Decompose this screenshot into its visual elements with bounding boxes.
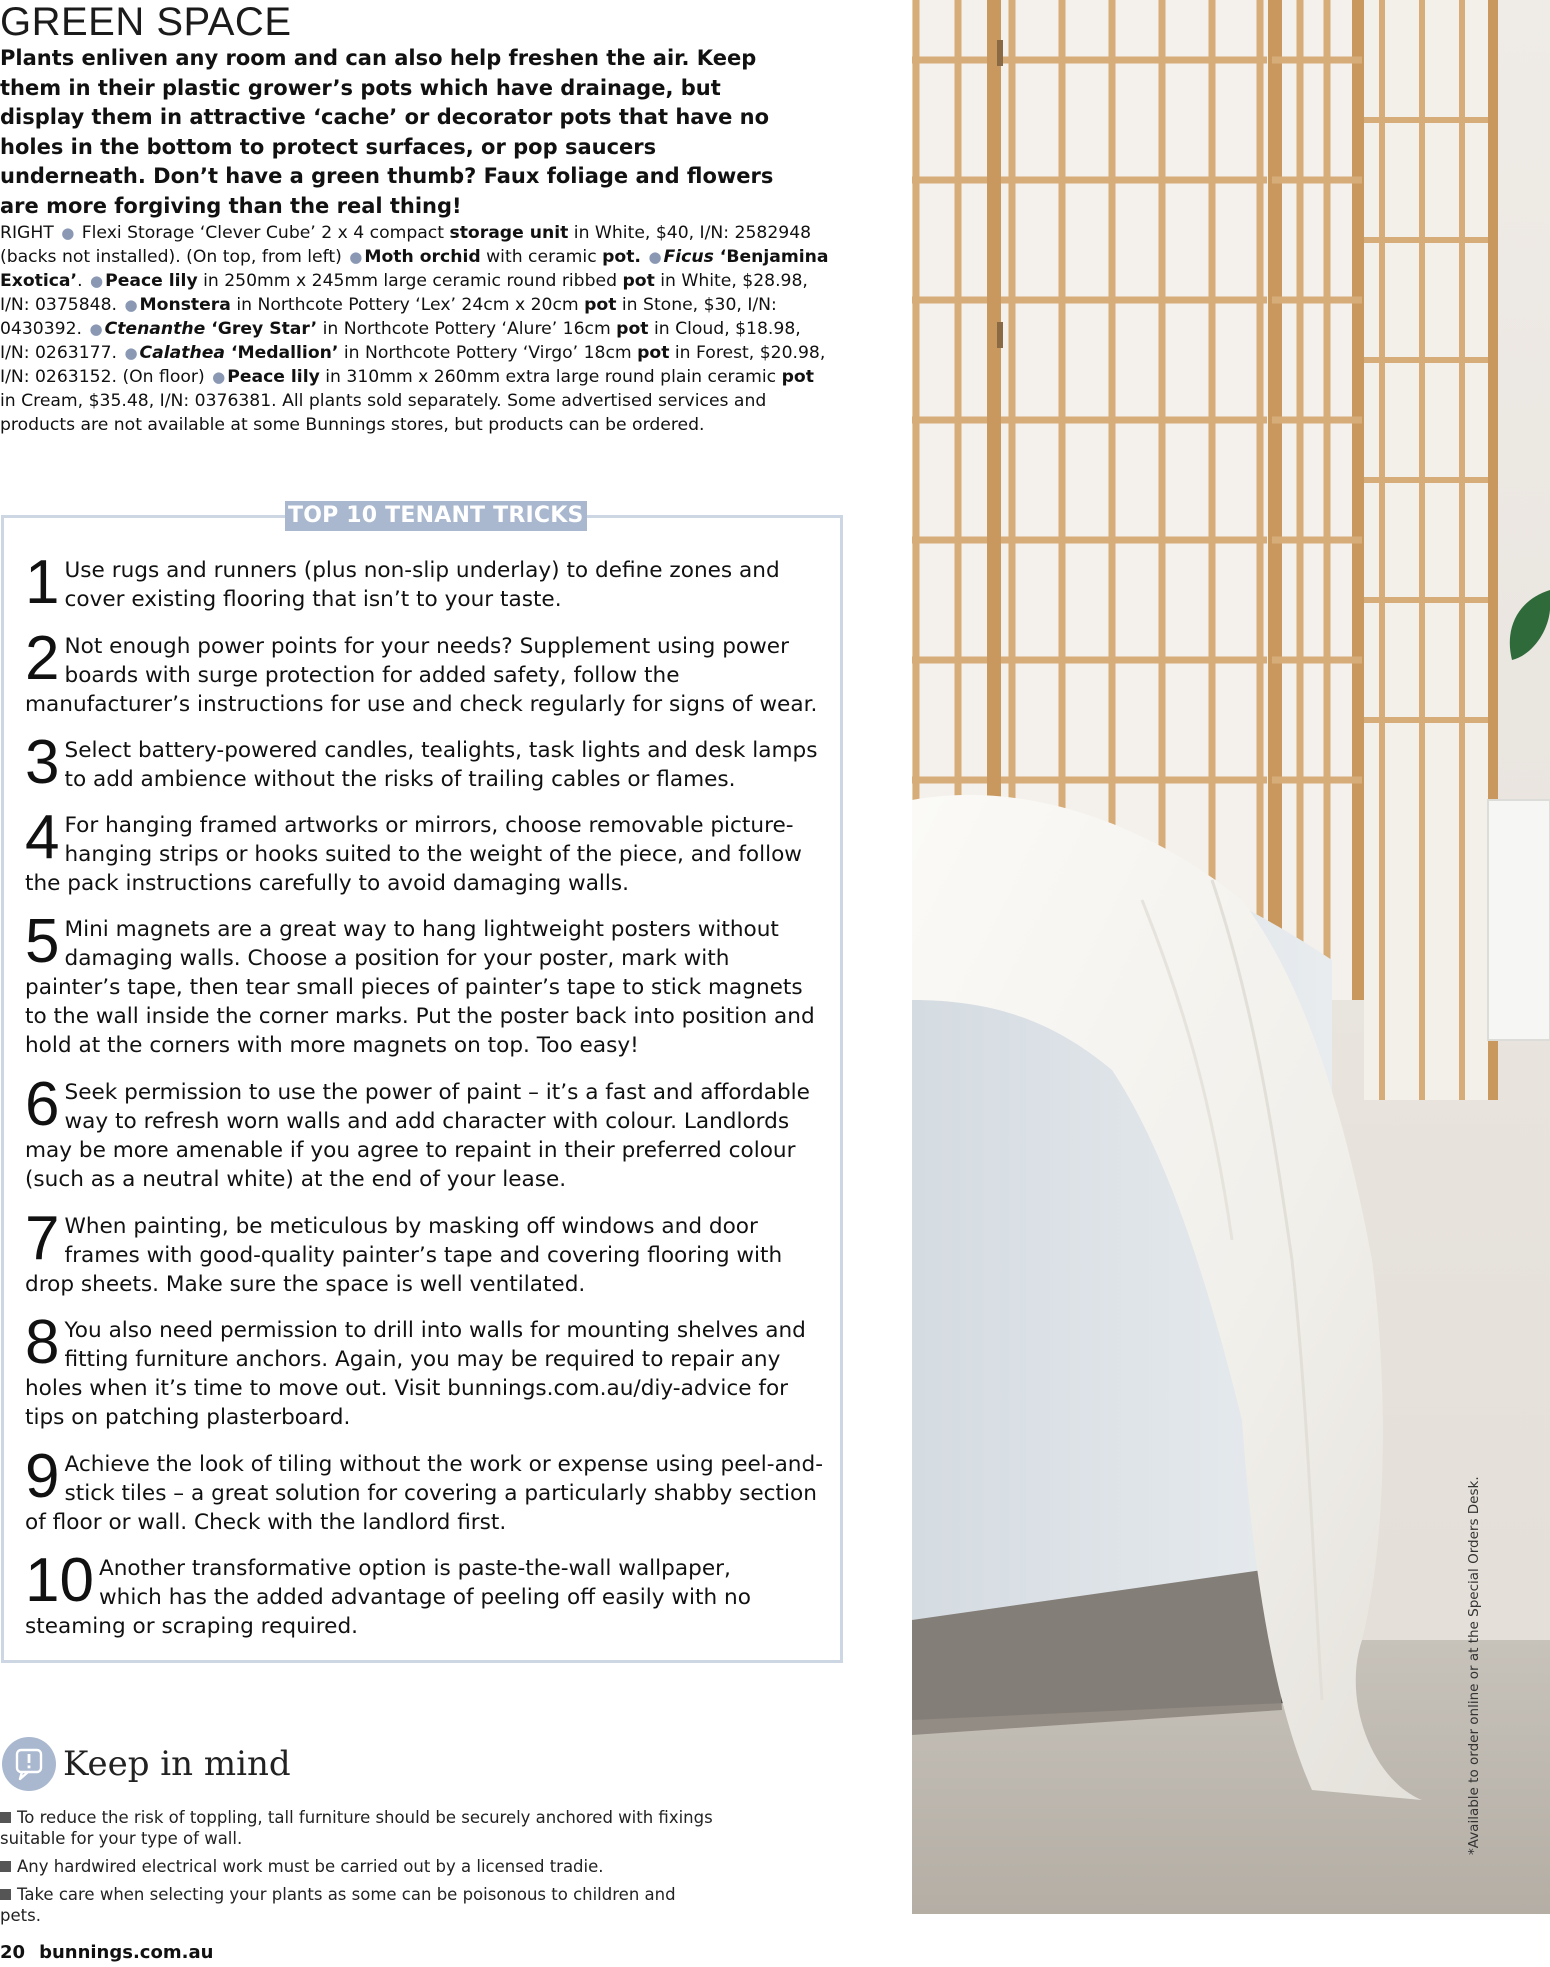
special-orders-disclaimer: *Available to order online or at the Special Orders Desk. bbox=[1466, 1476, 1482, 1855]
trick-text: Seek permission to use the power of paint – it’s a fast and affordable way to refresh worn walls and add character with colour. Landlords may be more amenable if you agree to repaint in their preferred colour (such as a neutral white) at the end of your lease. bbox=[25, 1080, 810, 1192]
trick-6 bbox=[25, 1070, 825, 1194]
trick-text: Achieve the look of tiling without the work or expense using peel-and-stick tiles – a great solution for covering a particularly shabby section of floor or wall. Check with the landlord first. bbox=[25, 1452, 823, 1535]
square-bullet-icon bbox=[0, 1889, 11, 1900]
list-item: Take care when selecting your plants as some can be poisonous to children and pets. bbox=[0, 1885, 676, 1925]
bullet-dot-icon: ● bbox=[124, 296, 138, 314]
keep-in-mind-list bbox=[0, 1807, 720, 1933]
trick-9 bbox=[25, 1442, 825, 1537]
trick-5 bbox=[25, 907, 825, 1060]
trick-text: You also need permission to drill into walls for mounting shelves and fitting furniture anchors. Again, you may be required to repair any holes when it’s time to move out. Visit bunnings.com.au/diy-advice for tips on patching plasterboard. bbox=[25, 1318, 806, 1430]
bullet-dot-icon: ● bbox=[212, 368, 226, 386]
trick-2 bbox=[25, 624, 825, 719]
bullet-dot-icon: ● bbox=[90, 272, 104, 290]
bullet-dot-icon: ● bbox=[648, 248, 662, 266]
bullet-dot-icon: ● bbox=[61, 224, 75, 242]
trick-number: 5 bbox=[25, 907, 60, 976]
trick-number: 10 bbox=[25, 1546, 94, 1615]
trick-number: 7 bbox=[25, 1204, 60, 1273]
trick-4 bbox=[25, 803, 825, 898]
trick-number: 1 bbox=[25, 548, 60, 617]
trick-number: 6 bbox=[25, 1070, 60, 1139]
trick-number: 4 bbox=[25, 803, 60, 872]
trick-number: 3 bbox=[25, 728, 60, 797]
trick-text: Use rugs and runners (plus non-slip underlay) to define zones and cover existing flooring that isn’t to your taste. bbox=[64, 558, 780, 612]
trick-text: For hanging framed artworks or mirrors, choose removable picture-hanging strips or hooks suited to the weight of the piece, and follow the pack instructions carefully to avoid damaging walls. bbox=[25, 813, 802, 896]
list-item: Any hardwired electrical work must be carried out by a licensed tradie. bbox=[0, 1856, 720, 1877]
list-item: To reduce the risk of toppling, tall furniture should be securely anchored with fixings suitable for your type of wall. bbox=[0, 1808, 713, 1848]
bedroom-photo bbox=[912, 0, 1550, 1914]
bullet-dot-icon: ● bbox=[89, 320, 103, 338]
trick-number: 9 bbox=[25, 1442, 60, 1511]
page-title: GREEN SPACE bbox=[0, 0, 292, 44]
trick-number: 2 bbox=[25, 624, 60, 693]
trick-3 bbox=[25, 728, 825, 797]
keep-in-mind-title: Keep in mind bbox=[63, 1744, 291, 1784]
trick-text: Not enough power points for your needs? Supplement using power boards with surge protection for added safety, follow the manufacturer’s instructions for use and check regularly for signs of wear. bbox=[25, 634, 818, 717]
product-caption: RIGHT ● Flexi Storage ‘Clever Cube’ 2 x 4 compact storage unit in White, $40, I/N: 2582948 (backs not installed). (On top, from left) ● Moth orchid with ceramic pot. ● Ficus ‘Benjamina Exotica’. ● Peace lily in 250mm x 245mm large ceramic round ribbed pot in White, $28.98, I/N: 0375848. ● Monstera in Northcote Pottery ‘Lex’ 24cm x 20cm pot in Stone, $30, I/N: 0430392. ● Ctenanthe ‘Grey Star’ in Northcote Pottery ‘Alure’ 16cm pot in Cloud, $18.98, I/N: 0263177. ● Calathea ‘Medallion’ in Northcote Pottery ‘Virgo’ 18cm pot in Forest, $20.98, I/N: 0263152. (On floor) ● Peace lily in 310mm x 260mm extra large round plain ceramic pot in Cream, $35.48, I/N: 0376381. All plants sold separately. Some advertised services and products are not available at some Bunnings stores, but products can be ordered. bbox=[0, 223, 829, 435]
bullet-dot-icon: ● bbox=[124, 344, 138, 362]
trick-1 bbox=[25, 548, 825, 617]
trick-7 bbox=[25, 1204, 825, 1299]
trick-text: Another transformative option is paste-the-wall wallpaper, which has the added advantage of peeling off easily with no steaming or scraping required. bbox=[25, 1556, 751, 1639]
trick-number: 8 bbox=[25, 1308, 60, 1377]
square-bullet-icon bbox=[0, 1861, 11, 1872]
trick-text: Select battery-powered candles, tealights, task lights and desk lamps to add ambience without the risks of trailing cables or flames. bbox=[64, 738, 818, 792]
site-url: bunnings.com.au bbox=[39, 1942, 214, 1963]
intro-paragraph: Plants enliven any room and can also help freshen the air. Keep them in their plastic grower’s pots which have drainage, but display them in attractive ‘cache’ or decorator pots that have no holes in the bottom to protect surfaces, or pop saucers underneath. Don’t have a green thumb? Faux foliage and flowers are more forgiving than the real thing! bbox=[0, 46, 774, 218]
tenant-tricks-heading: TOP 10 TENANT TRICKS bbox=[285, 501, 587, 531]
square-bullet-icon bbox=[0, 1812, 11, 1823]
bullet-dot-icon: ● bbox=[349, 248, 363, 266]
info-bubble-icon bbox=[2, 1737, 56, 1791]
page-number: 20 bbox=[0, 1942, 26, 1963]
trick-8 bbox=[25, 1308, 825, 1432]
trick-text: Mini magnets are a great way to hang lightweight posters without damaging walls. Choose a position for your poster, mark with painter’s tape, then tear small pieces of painter’s tape to stick magnets to the wall inside the corner marks. Put the poster back into position and hold at the corners with more magnets on top. Too easy! bbox=[25, 917, 815, 1058]
trick-text: When painting, be meticulous by masking off windows and door frames with good-quality painter’s tape and covering flooring with drop sheets. Make sure the space is well ventilated. bbox=[25, 1214, 783, 1297]
trick-10 bbox=[25, 1546, 765, 1641]
page-footer bbox=[0, 1942, 213, 1963]
